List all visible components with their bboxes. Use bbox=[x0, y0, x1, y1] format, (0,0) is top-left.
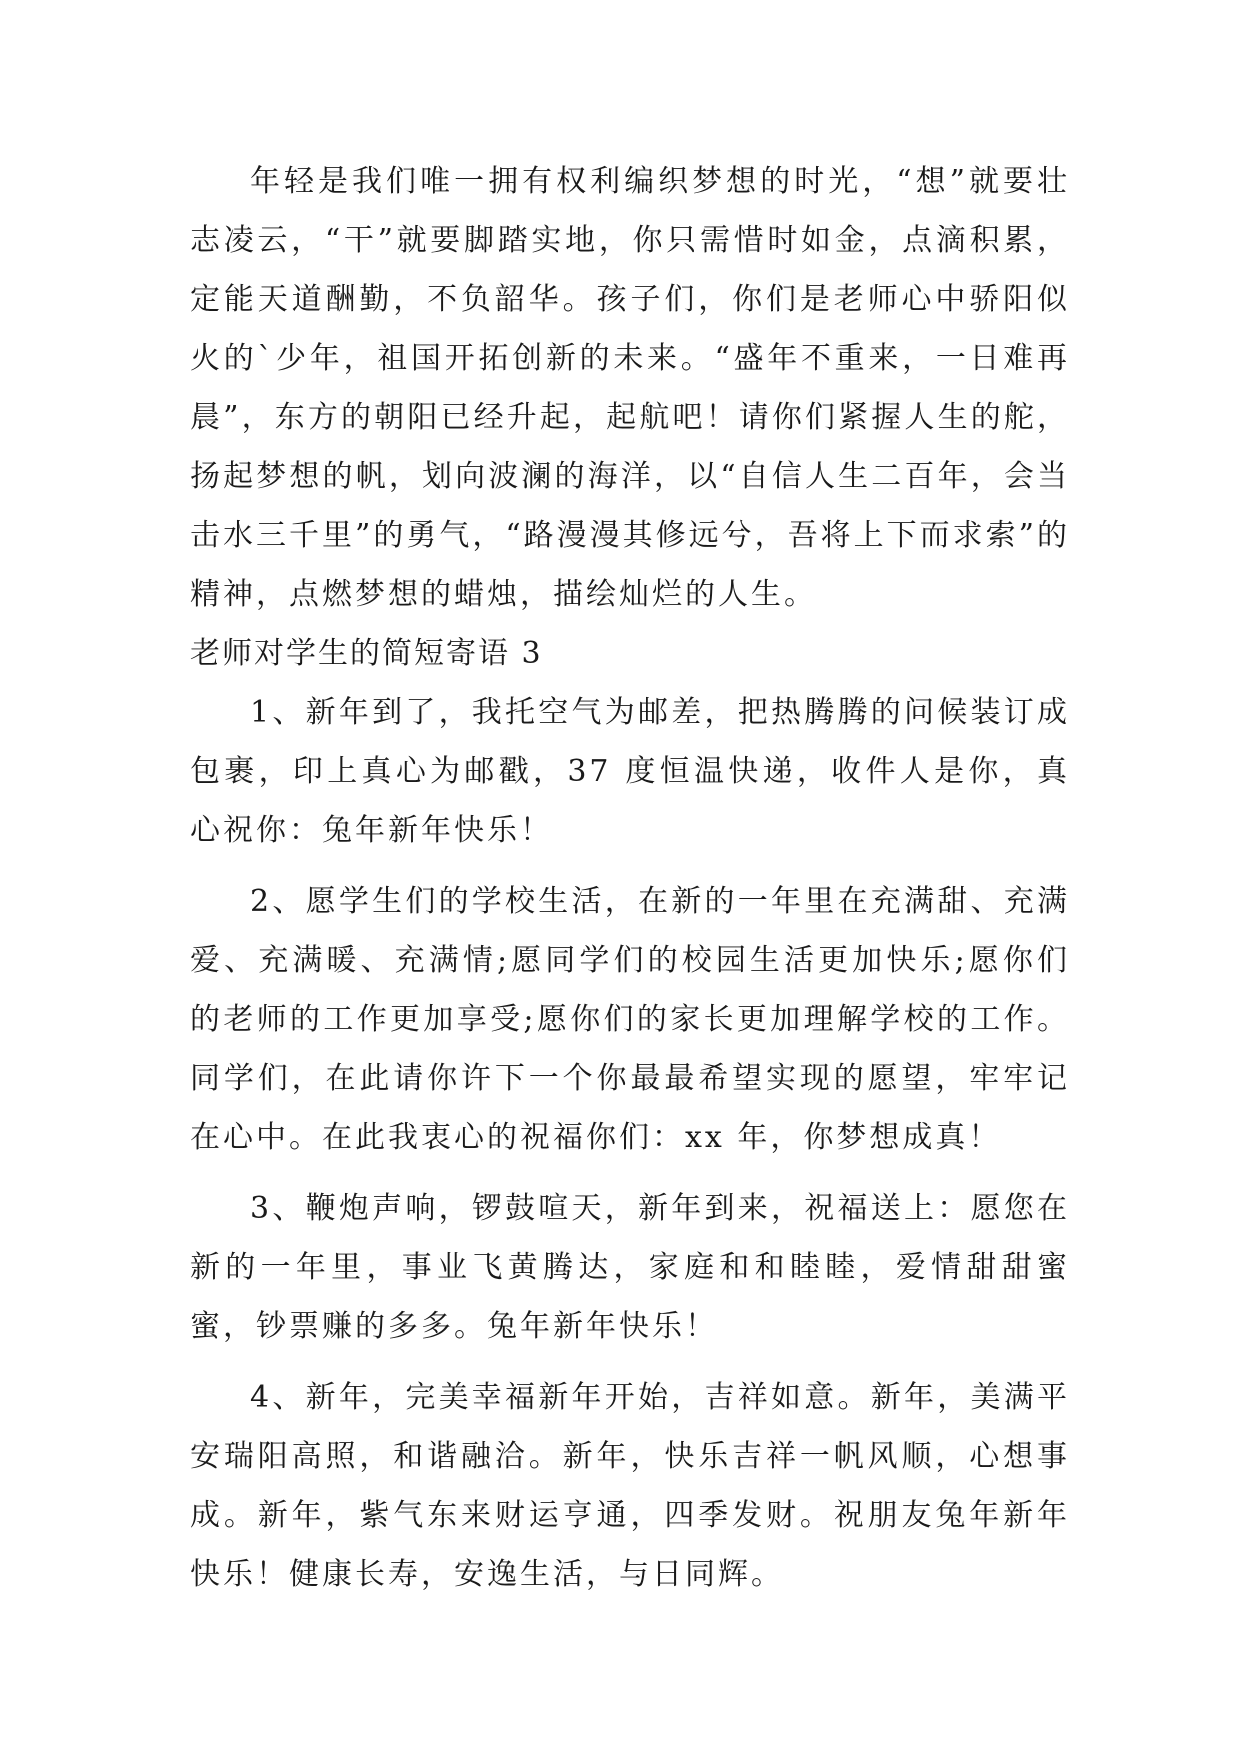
document-body bbox=[190, 152, 1070, 1604]
paragraph-item-3: 3、鞭炮声响，锣鼓喧天，新年到来，祝福送上：愿您在新的一年里，事业飞黄腾达，家庭和和睦睦，爱情甜甜蜜蜜，钞票赚的多多。兔年新年快乐！ bbox=[190, 1191, 1070, 1344]
paragraph-item-4: 4、新年，完美幸福新年开始，吉祥如意。新年，美满平安瑞阳高照，和谐融洽。新年，快乐吉祥一帆风顺，心想事成。新年，紫气东来财运亨通，四季发财。祝朋友兔年新年快乐！健康长寿，安逸生活，与日同辉。 bbox=[190, 1380, 1070, 1592]
section-title: 老师对学生的简短寄语 3 bbox=[190, 636, 543, 671]
intro-paragraph: 年轻是我们唯一拥有权利编织梦想的时光，“想”就要壮志凌云，“干”就要脚踏实地，你只需惜时如金，点滴积累，定能天道酬勤，不负韶华。孩子们，你们是老师心中骄阳似火的`少年，祖国开拓创新的未来。“盛年不重来，一日难再晨”，东方的朝阳已经升起，起航吧！请你们紧握人生的舵，扬起梦想的帆，划向波澜的海洋，以“自信人生二百年，会当击水三千里”的勇气，“路漫漫其修远兮，吾将上下而求索”的精神，点燃梦想的蜡烛，描绘灿烂的人生。 bbox=[190, 164, 1071, 612]
paragraph-item-1: 1、新年到了，我托空气为邮差，把热腾腾的问候装订成包裹，印上真心为邮戳，37 度恒温快递，收件人是你，真心祝你：兔年新年快乐！ bbox=[190, 695, 1070, 848]
paragraph-item-2: 2、愿学生们的学校生活，在新的一年里在充满甜、充满爱、充满暖、充满情;愿同学们的校园生活更加快乐;愿你们的老师的工作更加享受;愿你们的家长更加理解学校的工作。同学们，在此请你许下一个你最最希望实现的愿望，牢牢记在心中。在此我衷心的祝福你们：xx 年，你梦想成真！ bbox=[190, 884, 1070, 1155]
